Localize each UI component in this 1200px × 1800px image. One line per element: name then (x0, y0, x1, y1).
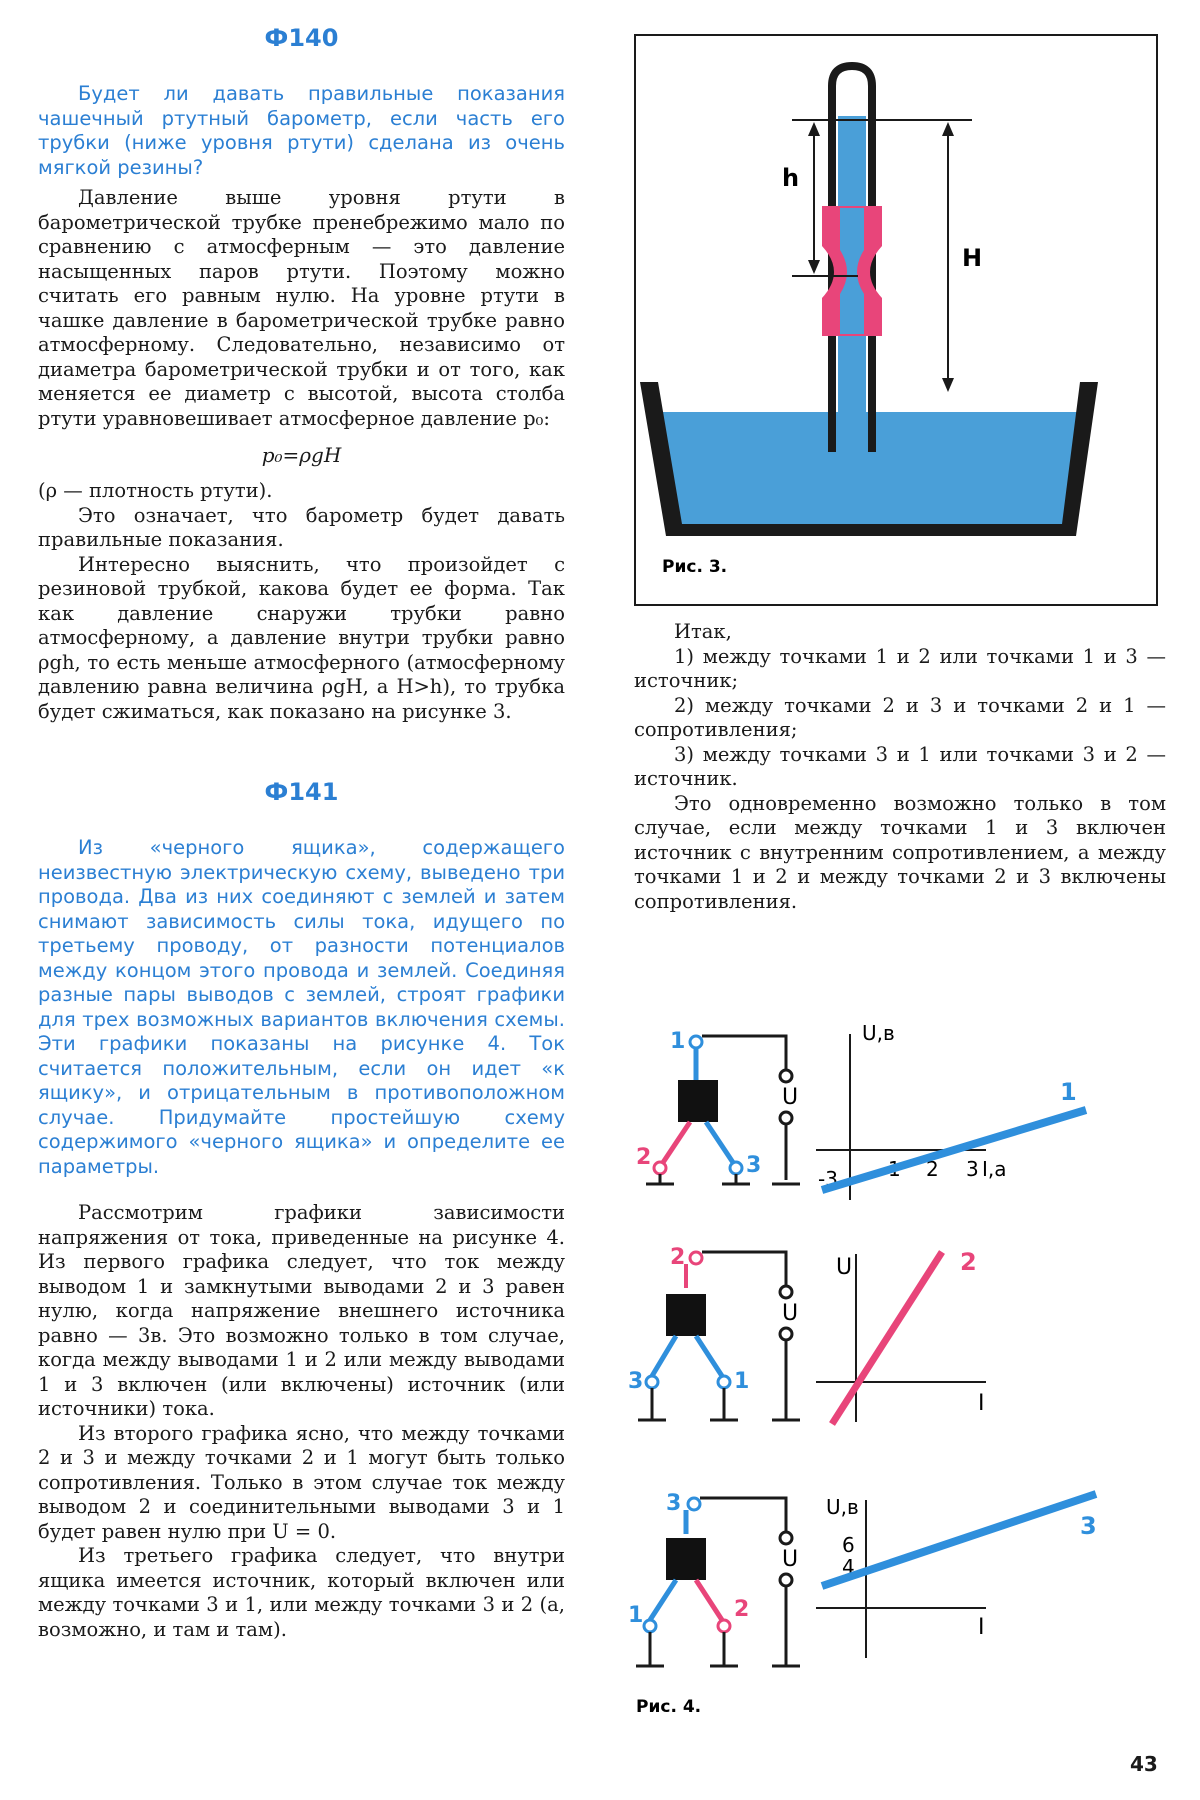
problem-f141-question: Из «черного ящика», содержащего неизвестную электрическую схему, выведено три провода. Два из них соединяют с землей и затем снимают зависимость силы тока, идущего по третьему проводу, от разности потенциалов между концом этого провода и землей. Соединяя разные пары выводов с землей, строят графики для трех возможных вариантов включения схемы. Эти графики показаны на рисунке 4. Ток считается положительным, если он идет «к ящику», и отрицательным в противоположном случае. Придумайте простейшую схему содержимого «черного ящика» и определите ее параметры. (38, 836, 565, 1178)
f140-paragraph-2: (ρ — плотность ртути). (38, 479, 273, 502)
label-h: h (782, 164, 800, 192)
circuit-3-terminal-top: 3 (666, 1491, 682, 1516)
left-column (38, 24, 565, 1642)
circuit-1-u-label: U (782, 1085, 799, 1110)
graph-3-line (822, 1494, 1096, 1586)
figure-3-caption: Рис. 3. (662, 557, 728, 577)
graph-1-tick-3: 3 (966, 1157, 979, 1181)
conclusion-final: Это одновременно возможно только в том случае, если между точками 1 и 3 включен источник с внутренним сопротивлением, а между точками 1 и 2 и между точками 2 и 3 включены сопротивления. (634, 791, 1166, 913)
graph-3-ylabel: U,в (826, 1495, 859, 1519)
conclusion-item-1: 1) между точками 1 и 2 или точками 1 и 3 — источник; (634, 644, 1166, 692)
graph-3-line-label: 3 (1080, 1512, 1097, 1540)
f141-paragraph-3: Из третьего графика следует, что внутри ящика имеется источник, который включен или между точками 3 и 1, или между точками 3 и 2 (а, возможно, и там и там). (38, 1544, 565, 1641)
graph-1 (816, 1021, 1086, 1200)
circuit-3 (628, 1491, 800, 1666)
black-box-2 (666, 1294, 706, 1336)
circuit-3-terminal-right: 2 (734, 1597, 750, 1622)
graph-2-line-label: 2 (960, 1248, 977, 1276)
graph-1-yintercept: -3 (818, 1167, 838, 1191)
f140-paragraph-3: Это означает, что барометр будет давать правильные показания. (38, 503, 565, 551)
circuit-1 (636, 1029, 800, 1184)
graph-3-tick-4: 4 (842, 1555, 855, 1579)
problem-heading-f141: Ф141 (264, 778, 339, 806)
graph-1-tick-2: 2 (926, 1157, 939, 1181)
black-box-1 (678, 1080, 718, 1122)
figure-3-frame (634, 34, 1158, 606)
right-column (634, 34, 1166, 914)
figure-4 (626, 1000, 1166, 1740)
f141-paragraph-1: Рассмотрим графики зависимости напряжения от тока, приведенные на рисунке 4. Из первого графика следует, что ток между выводом 1 и замкнутыми выводами 2 и 3 равен нулю, когда напряжение внешнего источника равно — 3в. Это возможно только в том случае, когда между выводами 1 и 2 или между выводами 1 и 3 включен (или включены) источник (или источники) тока. (38, 1201, 565, 1420)
circuit-3-terminal-left: 1 (628, 1603, 644, 1628)
circuit-3-u-label: U (782, 1547, 799, 1572)
circuit-2 (628, 1245, 800, 1420)
circuit-1-terminal-top: 1 (670, 1029, 686, 1054)
f140-paragraph-1: Давление выше уровня ртути в барометрической трубке пренебрежимо мало по сравнению с атмосферным — это давление насыщенных паров ртути. Поэтому можно считать его равным нулю. На уровне ртути в чашке давление в барометрической трубке равно атмосферному. Следовательно, независимо от диаметра барометрической трубки и от того, как меняется ее диаметр с высотой, высота столба ртути уравновешивает атмосферное давление p₀: (38, 186, 565, 430)
graph-2 (816, 1248, 986, 1424)
graph-1-line-label: 1 (1060, 1078, 1077, 1106)
circuit-2-u-label: U (782, 1301, 799, 1326)
circuit-1-terminal-left: 2 (636, 1145, 652, 1170)
circuit-1-terminal-right: 3 (746, 1153, 762, 1178)
figure-4-caption: Рис. 4. (636, 1697, 702, 1717)
page-number: 43 (1130, 1752, 1158, 1776)
graph-2-ylabel: U (836, 1255, 853, 1280)
f141-paragraph-2: Из второго графика ясно, что между точками 2 и 3 и между точками 2 и 1 могут быть только сопротивления. Только в этом случае ток между выводом 2 и соединительными выводами 3 и 1 будет равен нулю при U = 0. (38, 1421, 565, 1543)
graph-3-xlabel: I (978, 1615, 985, 1640)
problem-heading-f140: Ф140 (264, 24, 339, 52)
f140-paragraph-4: Интересно выяснить, что произойдет с резиновой трубкой, какова будет ее форма. Так как давление снаружи трубки равно атмосферному, а давление внутри трубки равно ρgh, то есть меньше атмосферного (атмосферному давлению равна величина ρgH, а H>h), то трубка будет сжиматься, как показано на рисунке 3. (38, 552, 565, 723)
graph-1-ylabel: U,в (862, 1021, 895, 1045)
graph-3 (816, 1494, 1097, 1658)
graph-1-xlabel: I,a (982, 1157, 1007, 1181)
f140-formula: p₀=ρgH (261, 443, 342, 467)
circuit-2-terminal-left: 3 (628, 1369, 644, 1394)
conclusion-intro: Итак, (674, 620, 732, 643)
conclusion-item-3: 3) между точками 3 и 1 или точками 3 и 2 — источник. (634, 742, 1166, 790)
figure-3-barometer (636, 36, 1156, 604)
problem-f140-question: Будет ли давать правильные показания чашечный ртутный барометр, если часть его трубки (ниже уровня ртути) сделана из очень мягкой резины? (38, 82, 565, 179)
black-box-3 (666, 1538, 706, 1580)
conclusion-item-2: 2) между точками 2 и 3 и точками 2 и 1 — сопротивления; (634, 693, 1166, 741)
circuit-2-terminal-right: 1 (734, 1369, 750, 1394)
label-H: H (962, 244, 983, 272)
circuit-2-terminal-top: 2 (670, 1245, 686, 1270)
graph-3-tick-6: 6 (842, 1533, 855, 1557)
graph-2-xlabel: I (978, 1391, 985, 1416)
